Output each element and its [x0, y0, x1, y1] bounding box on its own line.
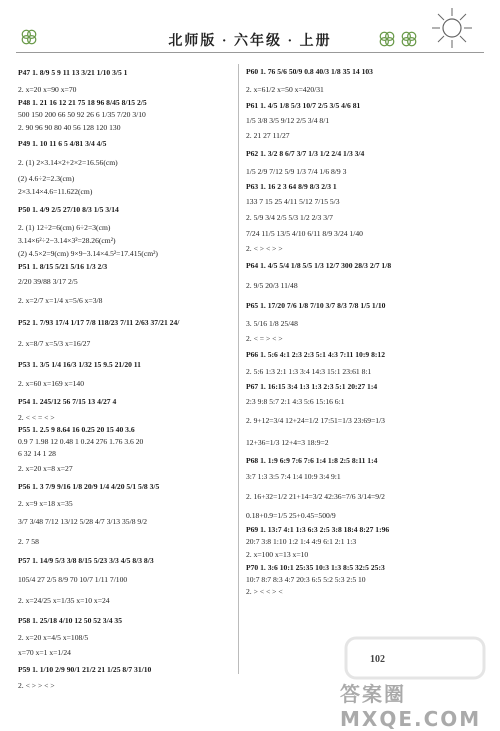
- answer-line: P62 1. 3/2 8 6/7 3/7 1/3 1/2 2/4 1/3 3/4: [246, 149, 365, 158]
- answer-line: 2. < > < > >: [246, 244, 283, 253]
- answer-line: 3.14×6²÷2−3.14×3²=28.26(cm²): [18, 236, 116, 245]
- header-rule: [16, 52, 484, 53]
- answer-line: 2. 5:6 1:3 2:1 1:3 3:4 14:3 15:1 23:61 8:1: [246, 367, 372, 376]
- answer-line: 2. x=8/7 x=5/3 x=16/27: [18, 339, 91, 348]
- answer-line: 2/20 39/88 3/17 2/5: [18, 277, 78, 286]
- page-header: [0, 0, 500, 62]
- answer-line: 2. > < < > <: [246, 587, 283, 596]
- answer-line: 0.9 7 1.98 12 0.48 1 0.24 276 1.76 3.6 20: [18, 437, 144, 446]
- answer-line: P51 1. 8/15 5/21 5/16 1/3 2/3: [18, 262, 108, 271]
- answer-line: 2. 9/5 20/3 11/48: [246, 281, 298, 290]
- answer-line: 2. 16+32=1/2 21+14=3/2 42:36=7/6 3/14=9/2: [246, 492, 385, 501]
- answer-line: 2. x=20 x=8 x=27: [18, 464, 73, 473]
- answer-line: 2. (1) 12÷2=6(cm) 6÷2=3(cm): [18, 223, 111, 232]
- answer-line: 2. 7 58: [18, 537, 39, 546]
- page-title: 北师版 · 六年级 · 上册: [168, 34, 332, 49]
- answer-line: 3. 5/16 1/8 25/48: [246, 319, 298, 328]
- answer-column-left: [18, 62, 244, 692]
- answer-line: 20:7 3:8 1:10 1:2 1:4 4:9 6:1 2:1 1:3: [246, 537, 357, 546]
- answer-line: x=70 x=1 x=1/24: [18, 648, 71, 657]
- answer-line: P48 1. 21 16 12 21 75 18 96 8/45 8/15 2/5: [18, 98, 147, 107]
- answer-line: P53 1. 3/5 1/4 16/3 1/32 15 9.5 21/20 11: [18, 360, 141, 369]
- answer-line: (2) 4.5×2=9(cm) 9×9−3.14×4.5²=17.415(cm²): [18, 249, 158, 258]
- answer-line: 2. x=20 x=90 x=70: [18, 85, 77, 94]
- answer-line: P65 1. 17/20 7/6 1/8 7/10 3/7 8/3 7/8 1/5 1/10: [246, 301, 386, 310]
- answer-line: P59 1. 1/10 2/9 90/1 21/2 21 1/25 8/7 31/10: [18, 665, 152, 674]
- answer-line: P69 1. 13:7 4:1 1:3 6:3 2:5 3:8 18:4 8:27 1:96: [246, 525, 390, 534]
- column-divider: [238, 64, 239, 674]
- answer-line: P47 1. 8/9 5 9 11 13 3/21 1/10 3/5 1: [18, 68, 128, 77]
- answer-line: P56 1. 3 7/9 9/16 1/8 20/9 1/4 4/20 5/1 5/8 3/5: [18, 482, 160, 491]
- answer-line: 0.18+0.9=1/5 25+0.45=500/9: [246, 511, 336, 520]
- answer-line: 2. < = > < >: [246, 334, 283, 343]
- page-number: 102: [370, 654, 385, 665]
- clover-icon: [378, 30, 396, 48]
- answer-line: 2. x=24/25 x=1/35 x=10 x=24: [18, 596, 110, 605]
- watermark-text: 答案圈 MXQE.COM: [340, 682, 482, 731]
- answer-line: P57 1. 14/9 5/3 3/8 8/15 5/23 3/3 4/5 8/3 8/3: [18, 556, 154, 565]
- answer-line: 133 7 15 25 4/11 5/12 7/15 5/3: [246, 197, 340, 206]
- answer-line: 7/24 11/5 13/5 4/10 6/11 8/9 3/24 1/40: [246, 229, 363, 238]
- answer-line: 12+36=1/3 12+4=3 18:9=2: [246, 438, 329, 447]
- answer-line: 2. x=61/2 x=50 x=420/31: [246, 85, 324, 94]
- answer-line: (2) 4.6÷2=2.3(cm): [18, 174, 75, 183]
- answer-line: P70 1. 3:6 10:1 25:35 10:3 1:3 8:5 32:5 25:3: [246, 563, 385, 572]
- answer-line: 2. 90 96 90 80 40 56 128 120 130: [18, 123, 121, 132]
- answer-line: P61 1. 4/5 1/8 5/3 10/7 2/5 3/5 4/6 81: [246, 101, 361, 110]
- answer-line: P60 1. 76 5/6 50/9 0.8 40/3 1/8 35 14 103: [246, 67, 373, 76]
- answer-line: 105/4 27 2/5 8/9 70 10/7 1/11 7/100: [18, 575, 128, 584]
- answer-line: P55 1. 2.5 9 8.64 16 0.25 20 15 40 3.6: [18, 425, 135, 434]
- answer-line: 2. 21 27 11/27: [246, 131, 290, 140]
- answer-line: P54 1. 245/12 56 7/15 13 4/27 4: [18, 397, 117, 406]
- answer-line: 2. 5/9 3/4 2/5 5/3 1/2 2/3 3/7: [246, 213, 333, 222]
- answer-line: 10:7 8:7 8:3 4:7 20:3 6:5 5:2 5:3 2:5 10: [246, 575, 366, 584]
- answer-line: 2. 9+12=3/4 12+24=1/2 17:51=1/3 23:69=1/3: [246, 416, 385, 425]
- answer-line: 3:7 1:3 3:5 7:4 1:4 10:9 3:4 9:1: [246, 472, 341, 481]
- answer-line: P64 1. 4/5 5/4 1/8 5/5 1/3 12/7 300 28/3 2/7 1/8: [246, 261, 392, 270]
- answer-line: 2. < > > < >: [18, 681, 55, 690]
- answer-column-right: [246, 62, 472, 598]
- answer-line: 6 32 14 1 28: [18, 449, 56, 458]
- sun-icon: [430, 6, 474, 50]
- answer-line: P66 1. 5:6 4:1 2:3 2:3 5:1 4:3 7:11 10:9 8:12: [246, 350, 385, 359]
- answer-line: P68 1. 1:9 6:9 7:6 7:6 1:4 1:8 2:5 8:11 1:4: [246, 456, 378, 465]
- answer-line: 2. x=60 x=169 x=140: [18, 379, 85, 388]
- answer-line: P52 1. 7/93 17/4 1/17 7/8 118/23 7/11 2/63 37/21 24/: [18, 318, 180, 327]
- answer-line: P49 1. 10 11 6 5 4/81 3/4 4/5: [18, 139, 107, 148]
- answer-line: P58 1. 25/18 4/10 12 50 52 3/4 35: [18, 616, 122, 625]
- answer-line: P67 1. 16:15 3:4 1:3 1:3 2:3 5:1 20:27 1:4: [246, 382, 378, 391]
- answer-line: 500 150 200 66 50 92 26 6 1/35 7/20 3/10: [18, 110, 146, 119]
- answer-line: P50 1. 4/9 2/5 27/10 8/3 1/5 3/14: [18, 205, 119, 214]
- answer-line: 2. < < = < >: [18, 413, 55, 422]
- answer-line: P63 1. 16 2 3 64 8/9 8/3 2/3 1: [246, 182, 337, 191]
- answer-line: 3/7 3/48 7/12 13/12 5/28 4/7 3/13 35/8 9/2: [18, 517, 148, 526]
- answer-line: 2:3 9:8 5:7 2:1 4:3 5:6 15:16 6:1: [246, 397, 345, 406]
- answer-line: 2×3.14×4.6=11.622(cm): [18, 187, 93, 196]
- answer-line: 2. x=100 x=13 x=10: [246, 550, 309, 559]
- answer-line: 1/5 3/8 3/5 9/12 2/5 3/4 8/1: [246, 116, 330, 125]
- answer-line: 2. (1) 2×3.14×2+2×2=16.56(cm): [18, 158, 118, 167]
- answer-line: 2. x=20 x=4/5 x=108/5: [18, 633, 89, 642]
- answer-line: 2. x=2/7 x=1/4 x=5/6 x=3/8: [18, 296, 103, 305]
- answer-line: 2. x=9 x=18 x=35: [18, 499, 73, 508]
- answer-line: 1/5 2/9 7/12 5/9 1/3 7/4 1/6 8/9 3: [246, 167, 347, 176]
- clover-icon: [400, 30, 418, 48]
